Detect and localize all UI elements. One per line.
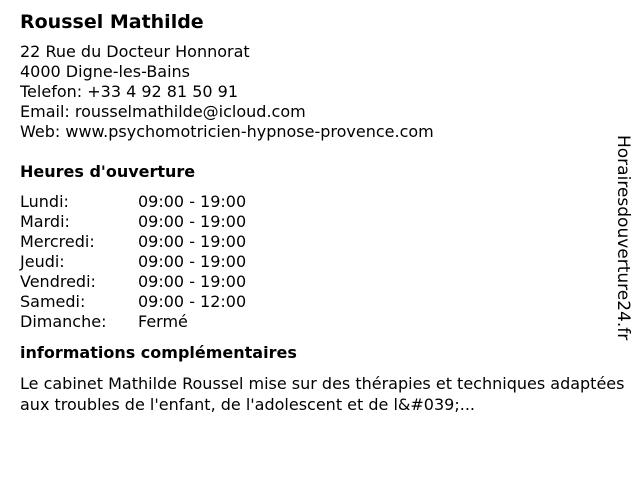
hours-day: Mardi: [20, 212, 70, 231]
hours-day: Jeudi: [20, 252, 65, 271]
hours-day: Dimanche: [20, 312, 107, 331]
address-city: 4000 Digne-les-Bains [20, 62, 191, 81]
hours-time: 09:00 - 19:00 [138, 252, 247, 271]
hours-row-tuesday [20, 212, 620, 232]
additional-info-text: Le cabinet Mathilde Roussel mise sur des thérapies et techniques adaptées aux troubles de l'enfant, de l'adolescent et de l&#039;... [20, 374, 625, 414]
phone-number: Telefon: +33 4 92 81 50 91 [20, 82, 239, 101]
hours-row-wednesday [20, 232, 620, 252]
additional-info-title: informations complémentaires [20, 343, 297, 362]
hours-time: 09:00 - 19:00 [138, 232, 247, 251]
hours-row-sunday [20, 312, 620, 332]
website: Web: www.psychomotricien-hypnose-provence.com [20, 122, 434, 141]
hours-day: Lundi: [20, 192, 69, 211]
contact-block [20, 42, 620, 142]
opening-hours-title: Heures d'ouverture [20, 162, 196, 181]
hours-time: 09:00 - 19:00 [138, 192, 247, 211]
hours-day: Vendredi: [20, 272, 96, 291]
hours-time: 09:00 - 19:00 [138, 212, 247, 231]
hours-row-friday [20, 272, 620, 292]
hours-time: Fermé [138, 312, 188, 331]
business-name: Roussel Mathilde [20, 11, 204, 33]
site-watermark: Horairesdouverture24.fr [613, 135, 633, 341]
hours-time: 09:00 - 12:00 [138, 292, 247, 311]
hours-day: Samedi: [20, 292, 86, 311]
hours-row-thursday [20, 252, 620, 272]
hours-time: 09:00 - 19:00 [138, 272, 247, 291]
address-street: 22 Rue du Docteur Honnorat [20, 42, 250, 61]
hours-row-monday [20, 192, 620, 212]
email-address: Email: rousselmathilde@icloud.com [20, 102, 306, 121]
hours-row-saturday [20, 292, 620, 312]
opening-hours-table [20, 192, 620, 332]
hours-day: Mercredi: [20, 232, 95, 251]
